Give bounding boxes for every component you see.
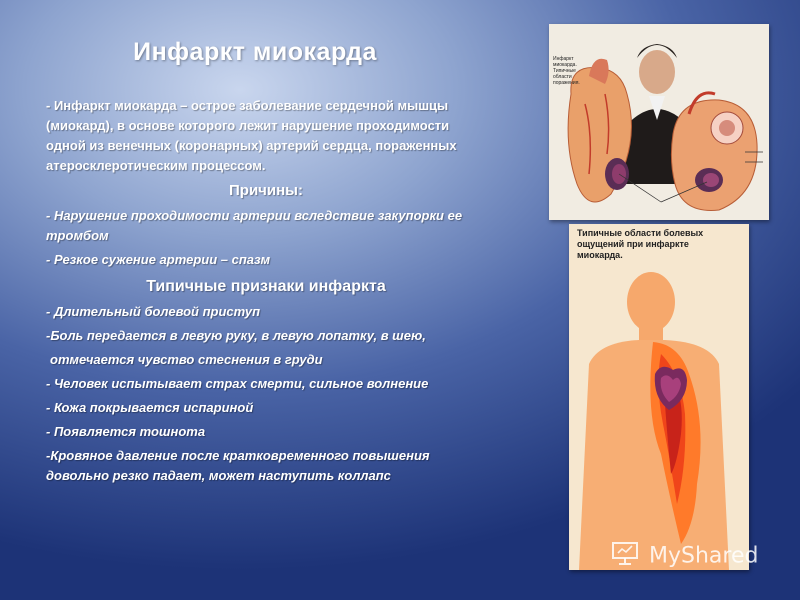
- sign-item: -Кровяное давление после кратковременного повышения довольно резко падает, может наступить коллапс: [46, 448, 430, 483]
- heart-illustration: [549, 24, 769, 220]
- body-illustration: [569, 224, 749, 570]
- causes-heading: Причины:: [229, 182, 303, 199]
- body-caption: Типичные области болевых ощущений при инфаркте миокарда.: [577, 228, 704, 260]
- signs-heading: Типичные признаки инфаркта: [146, 278, 386, 295]
- body-drawing: [569, 224, 749, 570]
- watermark-text: MyShared: [649, 543, 759, 569]
- sign-item: - Человек испытывает страх смерти, сильное волнение: [46, 376, 429, 391]
- sign-item: отмечается чувство стеснения в груди: [50, 352, 323, 367]
- sign-item: - Появляется тошнота: [46, 424, 206, 439]
- cause-item: - Нарушение проходимости артерии вследствие закупорки ее тромбом: [46, 208, 463, 243]
- heart-drawing: [549, 24, 769, 220]
- sign-item: -Боль передается в левую руку, в левую лопатку, в шею,: [46, 328, 426, 343]
- slide-title: Инфаркт миокарда: [133, 38, 377, 66]
- sign-item: - Длительный болевой приступ: [46, 304, 261, 319]
- heart-caption: Инфаркт миокарда. Типичные области поражения.: [553, 56, 580, 86]
- presentation-icon: [610, 540, 640, 572]
- watermark: [610, 540, 758, 572]
- cause-item: - Резкое сужение артерии – спазм: [46, 252, 271, 267]
- sign-item: - Кожа покрывается испариной: [46, 400, 254, 415]
- slide-body: [46, 96, 486, 490]
- intro-paragraph: - Инфаркт миокарда – острое заболевание сердечной мышцы (миокард), в основе которого лежит нарушение проходимости одной из венечных (коронарных) артерий сердца, пораженных атеросклеротическим процессом.: [46, 98, 457, 173]
